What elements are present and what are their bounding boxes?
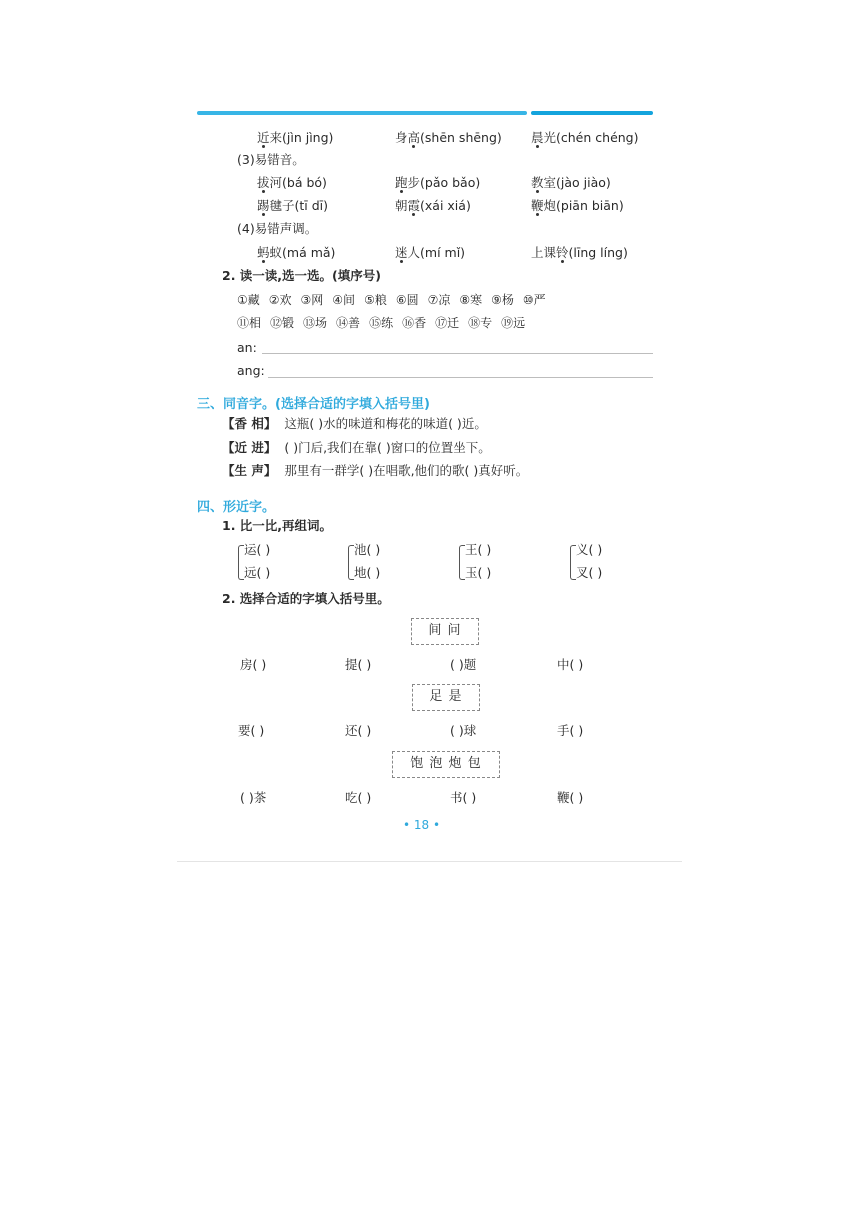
pinyin-item: 晨光(chén chéng): [531, 130, 639, 145]
compare-item: 池( ): [354, 542, 381, 557]
fill-item: 吃( ): [345, 790, 372, 805]
compare-item: 地( ): [354, 565, 381, 580]
header-bar-left: [197, 111, 527, 115]
fill-item: 要( ): [238, 723, 265, 738]
char-option: ⑲远: [501, 316, 526, 330]
ang-label: ang:: [237, 363, 265, 378]
compare-item: 叉( ): [576, 565, 603, 580]
page-number: • 18 •: [403, 818, 441, 832]
pinyin-item: 踢毽子(tī dī): [257, 198, 329, 213]
char-option: ⑪相: [237, 316, 262, 330]
char-option: ④间: [332, 293, 356, 307]
pinyin-item: 拔河(bá bó): [257, 175, 327, 190]
pinyin-item: 教室(jào jiào): [531, 175, 611, 190]
pinyin-item: 跑步(pǎo bǎo): [395, 175, 481, 190]
char-option: ⑦凉: [427, 293, 451, 307]
char-option: ①藏: [237, 293, 260, 307]
char-option: ⑫锻: [270, 316, 295, 330]
char-option: ⑯香: [402, 316, 427, 330]
compare-item: 玉( ): [465, 565, 492, 580]
question-title: 2. 选择合适的字填入括号里。: [222, 591, 390, 606]
header-bar-right: [531, 111, 653, 115]
page-bottom-divider: [177, 861, 682, 862]
pinyin-item: 鞭炮(piān biān): [531, 198, 624, 213]
fill-item: 中( ): [557, 657, 584, 672]
char-option: ⑱专: [468, 316, 493, 330]
char-option: ⑩严: [522, 293, 546, 307]
compare-item: 义( ): [576, 542, 603, 557]
char-option: ②欢: [268, 293, 292, 307]
compare-item: 运( ): [244, 542, 271, 557]
homophone-row: 【香 相】 这瓶( )水的味道和梅花的味道( )近。: [222, 416, 487, 431]
pinyin-item: 蚂蚁(má mǎ): [257, 245, 336, 260]
char-option: ⑧寒: [459, 293, 483, 307]
section-title: 四、形近字。: [197, 500, 276, 515]
question-title: 1. 比一比,再组词。: [222, 518, 333, 533]
pinyin-item: 身高(shēn shēng): [395, 130, 502, 145]
question-title: 2. 读一读,选一选。(填序号): [222, 268, 381, 283]
char-choice-box: 足 是: [412, 684, 480, 711]
char-choice-box: 饱 泡 炮 包: [392, 751, 500, 778]
pinyin-item: 近来(jìn jìng): [257, 130, 334, 145]
pinyin-item: 朝霞(xái xiá): [395, 198, 471, 213]
char-option: ⑤粮: [364, 293, 387, 307]
char-option: ⑮练: [369, 316, 394, 330]
homophone-row: 【近 进】 ( )门后,我们在靠( )窗口的位置坐下。: [222, 440, 491, 455]
an-label: an:: [237, 340, 257, 355]
fill-item: 提( ): [345, 657, 372, 672]
char-option: ⑨杨: [491, 293, 514, 307]
char-option-row: [237, 292, 546, 308]
subsection-heading: (4)易错声调。: [237, 221, 318, 236]
section-title: 三、同音字。(选择合适的字填入括号里): [197, 397, 430, 412]
char-option-row: [237, 315, 525, 331]
fill-item: 鞭( ): [557, 790, 584, 805]
ang-answer-line[interactable]: [268, 377, 653, 378]
fill-item: 书( ): [450, 790, 477, 805]
char-option: ⑰迁: [435, 316, 460, 330]
fill-item: 手( ): [557, 723, 584, 738]
char-option: ⑬场: [303, 316, 328, 330]
fill-item: ( )球: [450, 723, 477, 738]
char-option: ③网: [300, 293, 324, 307]
pinyin-item: 迷人(mí mǐ): [395, 245, 466, 260]
fill-item: ( )题: [450, 657, 477, 672]
char-option: ⑭善: [336, 316, 361, 330]
char-choice-box: 间 问: [411, 618, 479, 645]
fill-item: ( )茶: [240, 790, 267, 805]
fill-item: 还( ): [345, 723, 372, 738]
pinyin-item: 上课铃(līng líng): [531, 245, 628, 260]
an-answer-line[interactable]: [262, 353, 653, 354]
compare-item: 远( ): [244, 565, 271, 580]
fill-item: 房( ): [240, 657, 267, 672]
homophone-row: 【生 声】 那里有一群学( )在唱歌,他们的歌( )真好听。: [222, 463, 529, 478]
compare-item: 王( ): [465, 542, 492, 557]
char-option: ⑥圆: [395, 293, 419, 307]
subsection-heading: (3)易错音。: [237, 152, 305, 167]
